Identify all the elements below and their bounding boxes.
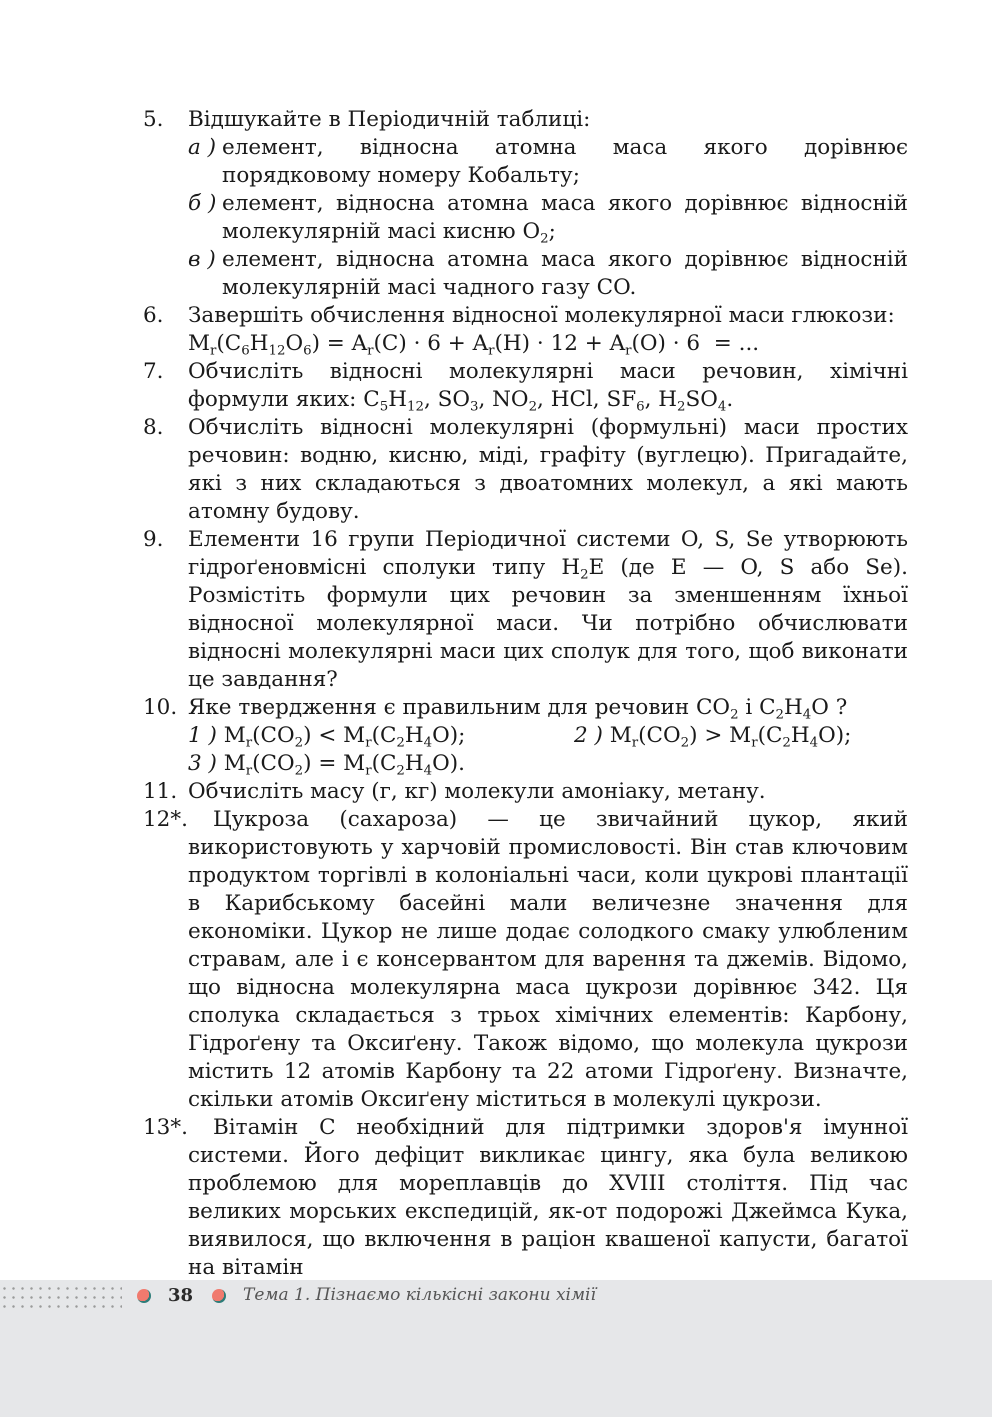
task-text: Відшукайте в Періодичній таблиці: [188,107,591,132]
task-number: 6. [143,303,164,328]
subitem-text: елемент, відносна атомна маса якого дорівнює відносній молекулярній масі кисню O [222,191,908,244]
task-subitem-c [188,246,908,302]
task-number: 11. [143,779,178,804]
option-1: 1 ) $M_r(CO_2) < M_r(C_2H_4O)$; [188,723,466,751]
task-text: Яке твердження є правильним для речовин $CO_2$ і $C_2H_4O$ ? [188,695,848,723]
subitem-letter: в ) [188,247,216,272]
task-10 [143,694,908,778]
task-number: 8. [143,415,164,440]
task-subitem-a [188,134,908,190]
subitem-text: елемент, відносна атомна маса якого дорівнює відносній молекулярній масі чадного газу CO. [222,247,908,300]
task-text: Обчисліть масу (г, кг) молекули амоніаку, метану. [188,779,766,804]
subitem-letter: а ) [188,135,217,160]
task-12 [143,806,908,1114]
subitem-letter: б ) [188,191,217,216]
page-content [143,106,908,1282]
task-8 [143,414,908,526]
task-text: Цукроза (сахароза) — це звичайний цукор, який використовують у харчовій промисловості. Він став ключовим продуктом торгівлі в колоніальні часи, коли цукрові плантації в Карибському басейні мали величезне значення для економіки. Цукор не лише додає солодкого смаку улюбленим стравам, але і є консервантом для варення та джемів. Відомо, що відносна молекулярна маса цукрози дорівнює 342. Ця сполука складається з трьох хімічних елементів: Карбону, Гідроґену та Оксиґену. Також відомо, що молекула цукрози містить 12 атомів Карбону та 22 атоми Гідроґену. Визначте, скільки атомів Оксиґену міститься в молекулі цукрози. [188,807,908,1112]
task-text: Обчисліть відносні молекулярні (формульні) маси простих речовин: водню, кисню, міді, графіту (вуглецю). Пригадайте, які з них складаються з двоатомних молекул, а які мають атомну будову. [188,415,908,524]
chapter-topic: Тема 1. Пізнаємо кількісні закони хімії [243,1285,596,1305]
subitem-text: елемент, відносна атомна маса якого дорівнює порядковому номеру Кобальту; [222,135,908,188]
option-3: 3 ) $M_r(CO_2) = M_r(C_2H_4O)$. [188,751,465,779]
option-label: 2 ) [574,723,603,748]
options-row [188,722,908,750]
task-number: 9. [143,527,164,552]
subscript: 2 [580,567,589,583]
task-text-end: E (де E — O, S або Se). Розмістіть формули цих речовин за зменшенням їхньої відносної молекулярної маси. Чи потрібно обчислювати відносні молекулярні маси цих сполук для того, щоб виконати це завдання? [188,555,908,692]
task-7 [143,358,908,414]
task-6 [143,302,908,358]
task-number: 7. [143,359,164,384]
task-13 [143,1114,908,1282]
task-number: 10. [143,695,178,720]
task-number: 5. [143,107,164,132]
task-9 [143,526,908,694]
option-2: 2 ) $M_r(CO_2) > M_r(C_2H_4O)$; [574,723,852,751]
task-11 [143,778,908,806]
bullet-circle-icon [137,1289,151,1303]
page-number: 38 [168,1285,194,1306]
task-text: Елементи 16 групи Періодичної системи O, S, Se утворюють гідроґеновмісні сполуки типу H [188,527,908,580]
glucose-formula: $M_r(C_6H_{12}O_6) = A_r(C) \cdot 6 + A_r(H) \cdot 12 + A_r(O) \cdot 6$ = ... [188,331,760,359]
dotted-pattern-decoration [0,1284,122,1310]
task-subitem-b [188,190,908,246]
subscript: 2 [540,231,549,247]
task-text: Завершіть обчислення відносної молекулярної маси глюкози: [188,303,895,328]
option-label: 1 ) [188,723,217,748]
task-text: Обчисліть відносні молекулярні маси речовин, хімічні формули яких: [188,359,908,412]
task-number: 13*. [143,1115,188,1140]
bullet-circle-icon [212,1289,226,1303]
formula-list: $C_5H_{12}$, $SO_3$, $NO_2$, HCl, $SF_6$, $H_2SO_4$. [363,387,734,415]
option-label: 3 ) [188,751,217,776]
task-5 [143,106,908,302]
task-number: 12*. [143,807,188,832]
task-text: Вітамін C необхідний для підтримки здоров'я імунної системи. Його дефіцит викликає цингу, яка була великою проблемою для мореплавців до XVIII століття. Під час великих морських експедицій, як-от подорожі Джеймса Кука, виявилося, що включення в раціон квашеної капусти, багатої на вітамін [188,1115,908,1280]
subitem-text-end: ; [548,219,556,244]
